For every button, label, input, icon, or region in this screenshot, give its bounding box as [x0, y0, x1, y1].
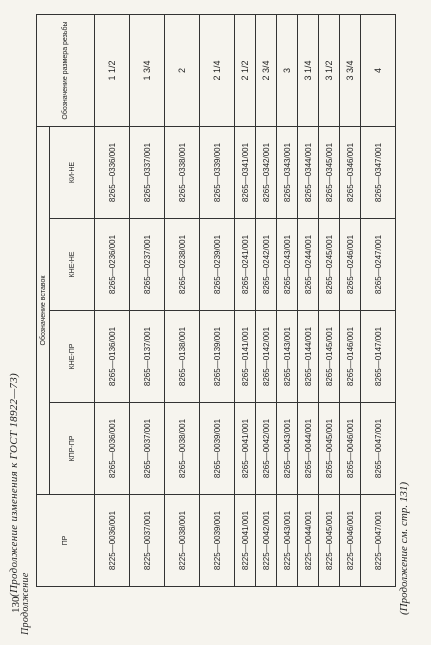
- cell-ki-ne: 8265—0338/001: [165, 127, 200, 219]
- cell-kne-pr: 8265—0138/001: [165, 311, 200, 403]
- cell-kne-ne: 8265—0242/001: [256, 219, 277, 311]
- col-header-kne-ne: КНЕ-НЕ: [50, 219, 95, 311]
- table-row: [165, 15, 200, 587]
- cell-kne-ne: 8265—0238/001: [165, 219, 200, 311]
- cell-kne-ne: 8265—0236/001: [95, 219, 130, 311]
- table-row: [256, 15, 277, 587]
- cell-kne-ne: 8265—0246/001: [340, 219, 361, 311]
- table-row: [340, 15, 361, 587]
- cell-size: 3 1/2: [319, 15, 340, 127]
- cell-kne-pr: 8265—0145/001: [319, 311, 340, 403]
- cell-kne-ne: 8265—0239/001: [200, 219, 235, 311]
- cell-ki-ne: 8265—0344/001: [298, 127, 319, 219]
- cell-kpr-pr: 8265—0037/001: [130, 403, 165, 495]
- cell-pr: 8225—0039/001: [200, 495, 235, 587]
- col-header-size: Обозначение размера резьбы: [37, 15, 95, 127]
- cell-kne-ne: 8265—0247/001: [361, 219, 396, 311]
- cell-size: 2 1/4: [200, 15, 235, 127]
- table-row: [319, 15, 340, 587]
- cell-kne-pr: 8265—0137/001: [130, 311, 165, 403]
- table-row: [200, 15, 235, 587]
- cell-kne-pr: 8265—0141/001: [235, 311, 256, 403]
- cell-kpr-pr: 8265—0039/001: [200, 403, 235, 495]
- cell-ki-ne: 8265—0339/001: [200, 127, 235, 219]
- cell-kne-pr: 8265—0142/001: [256, 311, 277, 403]
- header-title: (Продолжение изменения к ГОСТ 18922—73): [8, 373, 20, 597]
- cell-kpr-pr: 8265—0047/001: [361, 403, 396, 495]
- cell-size: 4: [361, 15, 396, 127]
- cell-ki-ne: 8265—0343/001: [277, 127, 298, 219]
- cell-pr: 8225—0041/001: [235, 495, 256, 587]
- cell-kpr-pr: 8265—0041/001: [235, 403, 256, 495]
- col-header-pr: ПР: [37, 495, 95, 587]
- cell-kne-pr: 8265—0144/001: [298, 311, 319, 403]
- cell-kpr-pr: 8265—0045/001: [319, 403, 340, 495]
- cell-kpr-pr: 8265—0036/001: [95, 403, 130, 495]
- table-row: [277, 15, 298, 587]
- page-number: 130: [10, 596, 22, 613]
- cell-kpr-pr: 8265—0044/001: [298, 403, 319, 495]
- continued-footer: (Продолжение см. стр. 131): [398, 482, 410, 615]
- cell-kne-ne: 8265—0237/001: [130, 219, 165, 311]
- group-header: Обозначение вставок: [37, 127, 50, 495]
- cell-size: 3 1/4: [298, 15, 319, 127]
- table-row: [361, 15, 396, 587]
- cell-pr: 8225—0037/001: [130, 495, 165, 587]
- cell-size: 1 3/4: [130, 15, 165, 127]
- cell-kne-pr: 8265—0139/001: [200, 311, 235, 403]
- cell-ki-ne: 8265—0341/001: [235, 127, 256, 219]
- cell-ki-ne: 8265—0346/001: [340, 127, 361, 219]
- cell-pr: 8225—0045/001: [319, 495, 340, 587]
- cell-pr: 8225—0044/001: [298, 495, 319, 587]
- table-body: [95, 15, 396, 587]
- cell-kpr-pr: 8265—0038/001: [165, 403, 200, 495]
- table-row: [130, 15, 165, 587]
- thread-gauge-table: [36, 14, 396, 587]
- cell-pr: 8225—0046/001: [340, 495, 361, 587]
- cell-kne-pr: 8265—0147/001: [361, 311, 396, 403]
- cell-ki-ne: 8265—0345/001: [319, 127, 340, 219]
- cell-ki-ne: 8265—0337/001: [130, 127, 165, 219]
- table-row: [235, 15, 256, 587]
- col-header-kne-pr: КНЕ-ПР: [50, 311, 95, 403]
- cell-ki-ne: 8265—0342/001: [256, 127, 277, 219]
- cell-pr: 8225—0036/001: [95, 495, 130, 587]
- cell-size: 2 1/2: [235, 15, 256, 127]
- cell-size: 2: [165, 15, 200, 127]
- cell-size: 3 3/4: [340, 15, 361, 127]
- cell-kpr-pr: 8265—0042/001: [256, 403, 277, 495]
- cell-ki-ne: 8265—0347/001: [361, 127, 396, 219]
- cell-kne-pr: 8265—0143/001: [277, 311, 298, 403]
- cell-kne-ne: 8265—0244/001: [298, 219, 319, 311]
- cell-kne-pr: 8265—0146/001: [340, 311, 361, 403]
- cell-kne-ne: 8265—0241/001: [235, 219, 256, 311]
- header-continued: Продолжение: [20, 572, 31, 635]
- cell-pr: 8225—0043/001: [277, 495, 298, 587]
- cell-size: 2 3/4: [256, 15, 277, 127]
- cell-kpr-pr: 8265—0043/001: [277, 403, 298, 495]
- cell-kne-ne: 8265—0245/001: [319, 219, 340, 311]
- cell-pr: 8225—0038/001: [165, 495, 200, 587]
- cell-size: 1 1/2: [95, 15, 130, 127]
- cell-kne-ne: 8265—0243/001: [277, 219, 298, 311]
- col-header-kpr-pr: КПР-ПР: [50, 403, 95, 495]
- cell-pr: 8225—0042/001: [256, 495, 277, 587]
- table-row: [95, 15, 130, 587]
- cell-pr: 8225—0047/001: [361, 495, 396, 587]
- cell-kne-pr: 8265—0136/001: [95, 311, 130, 403]
- cell-kpr-pr: 8265—0046/001: [340, 403, 361, 495]
- col-header-ki-ne: КИ-НЕ: [50, 127, 95, 219]
- cell-ki-ne: 8265—0336/001: [95, 127, 130, 219]
- table-row: [298, 15, 319, 587]
- cell-size: 3: [277, 15, 298, 127]
